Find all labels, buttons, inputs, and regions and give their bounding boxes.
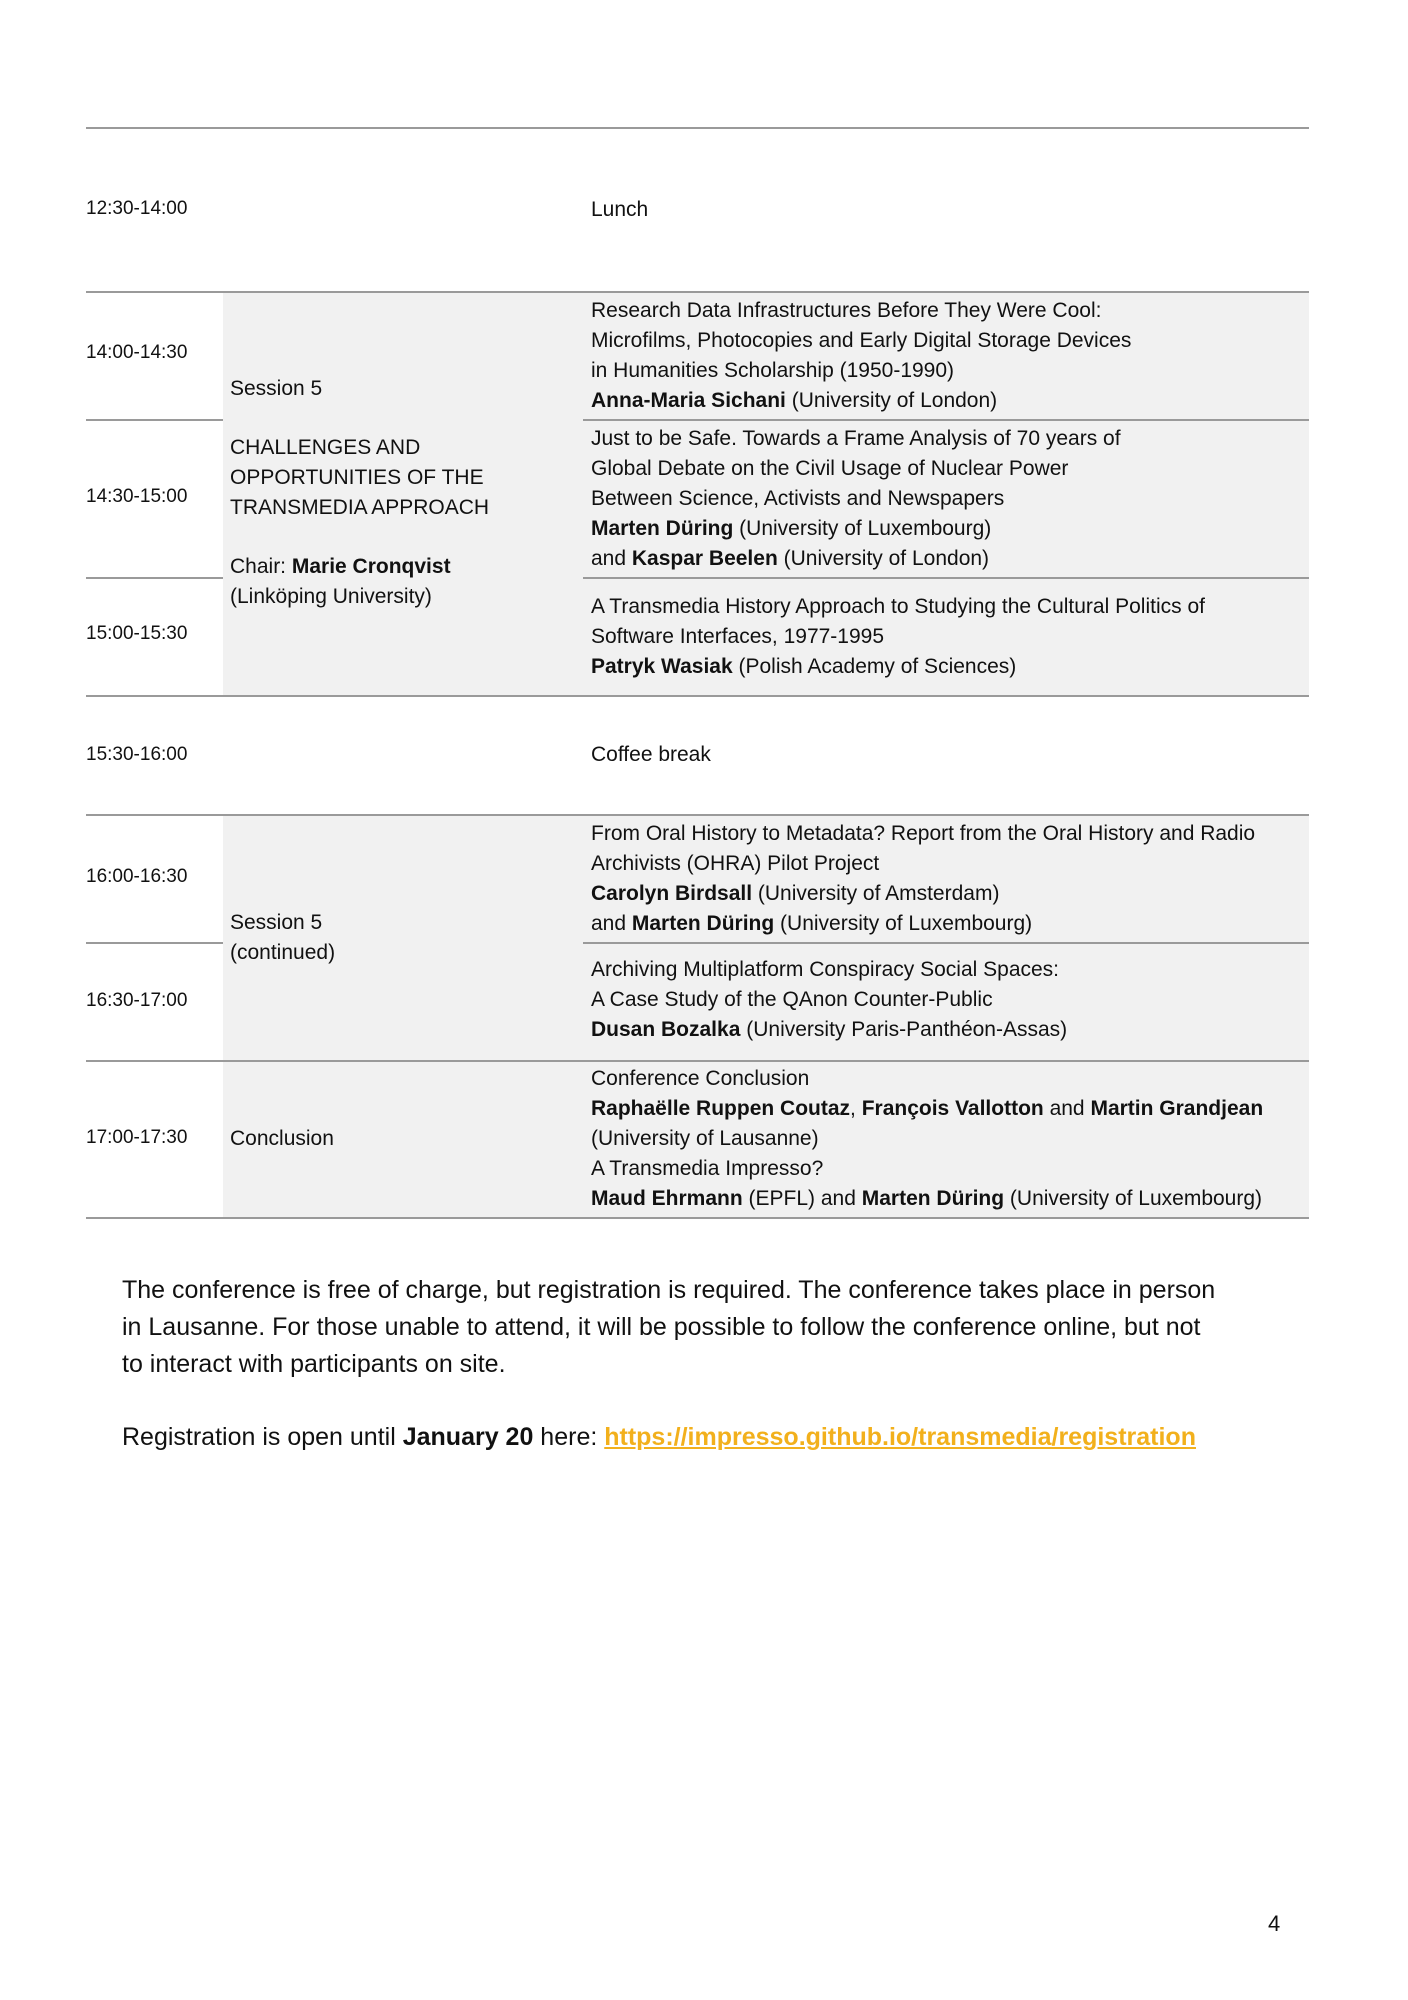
time-slot: 16:30-17:00 [86, 990, 188, 1011]
session-title-line: CHALLENGES AND [230, 436, 421, 459]
paragraph-line: in Lausanne. For those unable to attend, it will be possible to follow the conference online, but not [122, 1313, 1201, 1341]
session-info [230, 374, 489, 612]
talk-title-line: Just to be Safe. Towards a Frame Analysis of 70 years of [591, 427, 1121, 450]
talk-title-line: A Case Study of the QAnon Counter-Public [591, 988, 993, 1011]
session-name: Session 5 [230, 911, 323, 934]
paragraph-line: to interact with participants on site. [122, 1350, 506, 1378]
registration-link[interactable]: https://impresso.github.io/transmedia/registration [604, 1423, 1196, 1451]
talk-title-line: A Transmedia Impresso? [591, 1157, 824, 1180]
talk-speaker: Maud Ehrmann (EPFL) and Marten Düring (University of Luxembourg) [591, 1187, 1263, 1210]
session-title-line: TRANSMEDIA APPROACH [230, 496, 490, 519]
talk-speaker: Dusan Bozalka (University Paris-Panthéon-Assas) [591, 1018, 1068, 1041]
talk-title-line: Archivists (OHRA) Pilot Project [591, 852, 880, 875]
divider [583, 577, 1309, 579]
registration-info [122, 1272, 1302, 1383]
divider [86, 577, 223, 579]
session-chair: Chair: Marie Cronqvist [230, 555, 451, 578]
time-slot: 17:00-17:30 [86, 1127, 188, 1148]
talk-title-line: Research Data Infrastructures Before They Were Cool: [591, 299, 1102, 322]
time-slot: 15:30-16:00 [86, 744, 188, 765]
page-number: 4 [1268, 1911, 1281, 1936]
session-subtitle: (continued) [230, 941, 336, 964]
talk-title-line: Microfilms, Photocopies and Early Digital Storage Devices [591, 329, 1132, 352]
divider [583, 419, 1309, 421]
talk-speaker: Marten Düring (University of Luxembourg) [591, 517, 992, 540]
time-slot: 12:30-14:00 [86, 198, 188, 219]
talk-title-line: Conference Conclusion [591, 1067, 810, 1090]
break-label: Lunch [591, 198, 649, 221]
talk-speaker: Carolyn Birdsall (University of Amsterdam) [591, 882, 1000, 905]
time-slot: 14:30-15:00 [86, 486, 188, 507]
registration-deadline: Registration is open until January 20 here: https://impresso.github.io/transmedia/registration [122, 1423, 1196, 1451]
talk-speaker: Raphaëlle Ruppen Coutaz, François Vallotton and Martin Grandjean [591, 1097, 1264, 1120]
talk-speaker: Anna-Maria Sichani (University of London) [591, 389, 998, 412]
talk-title-line: From Oral History to Metadata? Report from the Oral History and Radio [591, 822, 1256, 845]
talk [591, 819, 1255, 939]
divider [86, 942, 223, 944]
talk-title-line: in Humanities Scholarship (1950-1990) [591, 359, 955, 382]
talk-speaker: and Kaspar Beelen (University of London) [591, 547, 990, 570]
divider [86, 695, 1309, 697]
break-label: Coffee break [591, 743, 711, 766]
time-slot: 14:00-14:30 [86, 342, 188, 363]
session-name: Conclusion [230, 1127, 334, 1150]
session-name: Session 5 [230, 377, 323, 400]
divider [86, 1060, 1309, 1062]
divider [86, 419, 223, 421]
time-slot: 16:00-16:30 [86, 866, 188, 887]
talk [591, 296, 1131, 416]
session-info [230, 908, 335, 968]
paragraph-line: The conference is free of charge, but registration is required. The conference takes place in person [122, 1276, 1216, 1304]
talk-speaker: and Marten Düring (University of Luxembourg) [591, 912, 1033, 935]
divider [583, 942, 1309, 944]
talk-title-line: Global Debate on the Civil Usage of Nuclear Power [591, 457, 1069, 480]
divider [86, 127, 1309, 129]
talk-title-line: Archiving Multiplatform Conspiracy Social Spaces: [591, 958, 1060, 981]
divider [86, 1217, 1309, 1219]
talk-speaker: Patryk Wasiak (Polish Academy of Sciences) [591, 655, 1017, 678]
talk [591, 1064, 1263, 1214]
talk [591, 424, 1121, 574]
talk-title-line: Software Interfaces, 1977-1995 [591, 625, 885, 648]
talk [591, 592, 1205, 682]
session-chair-affiliation: (Linköping University) [230, 585, 432, 608]
talk-affiliation: (University of Lausanne) [591, 1127, 819, 1150]
talk-title-line: Between Science, Activists and Newspapers [591, 487, 1005, 510]
time-slot: 15:00-15:30 [86, 623, 188, 644]
talk [591, 955, 1067, 1045]
talk-title-line: A Transmedia History Approach to Studying the Cultural Politics of [591, 595, 1205, 618]
divider [86, 291, 1309, 293]
divider [86, 814, 1309, 816]
session-title-line: OPPORTUNITIES OF THE [230, 466, 484, 489]
